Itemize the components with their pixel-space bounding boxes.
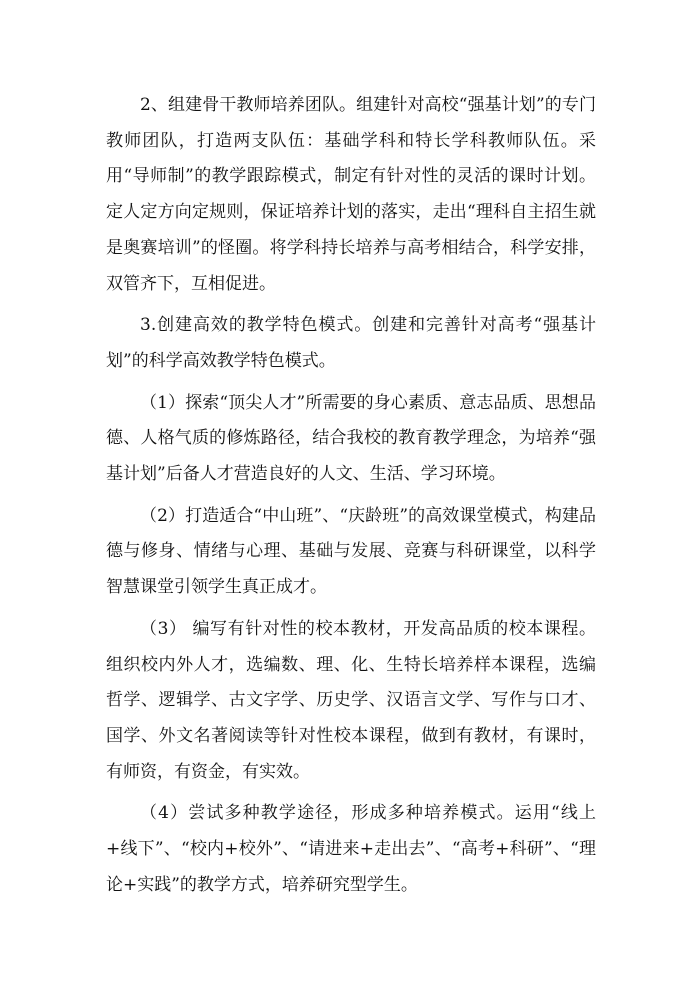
document-body	[106, 88, 596, 909]
paragraph-item-2: （2）打造适合“中山班”、“庆龄班”的高效课堂模式，构建品德与修身、情绪与心理、基础与发展、竞赛与科研课堂，以科学智慧课堂引领学生真正成才。	[106, 505, 596, 598]
paragraph-team-building: 2、组建骨干教师培养团队。组建针对高校“强基计划”的专门教师团队，打造两支队伍：基础学科和特长学科教师队伍。采用“导师制”的教学跟踪模式，制定有针对性的灵活的课时计划。定人定方向定规则，保证培养计划的落实，走出“理科自主招生就是奥赛培训”的怪圈。将学科持长培养与高考相结合，科学安排，双管齐下，互相促进。	[106, 95, 596, 294]
paragraph-teaching-mode: 3.创建高效的教学特色模式。创建和完善针对高考“强基计划”的科学高效教学特色模式。	[106, 315, 596, 371]
paragraph-item-4: （4）尝试多种教学途径，形成多种培养模式。运用“线上+线下”、“校内+校外”、“请进来+走出去”、“高考+科研”、“理论+实践”的教学方式，培养研究型学生。	[106, 803, 596, 895]
paragraph-item-3: （3） 编写有针对性的校本教材，开发高品质的校本课程。组织校内外人才，选编数、理、化、生特长培养样本课程，选编哲学、逻辑学、古文字学、历史学、汉语言文学、写作与口才、国学、外文名著阅读等针对性校本课程，做到有教材，有课时，有师资，有资金，有实效。	[106, 618, 596, 782]
paragraph-item-1: （1）探索“顶尖人才”所需要的身心素质、意志品质、思想品德、人格气质的修炼路径，结合我校的教育教学理念，为培养“强基计划”后备人才营造良好的人文、生活、学习环境。	[106, 392, 596, 485]
